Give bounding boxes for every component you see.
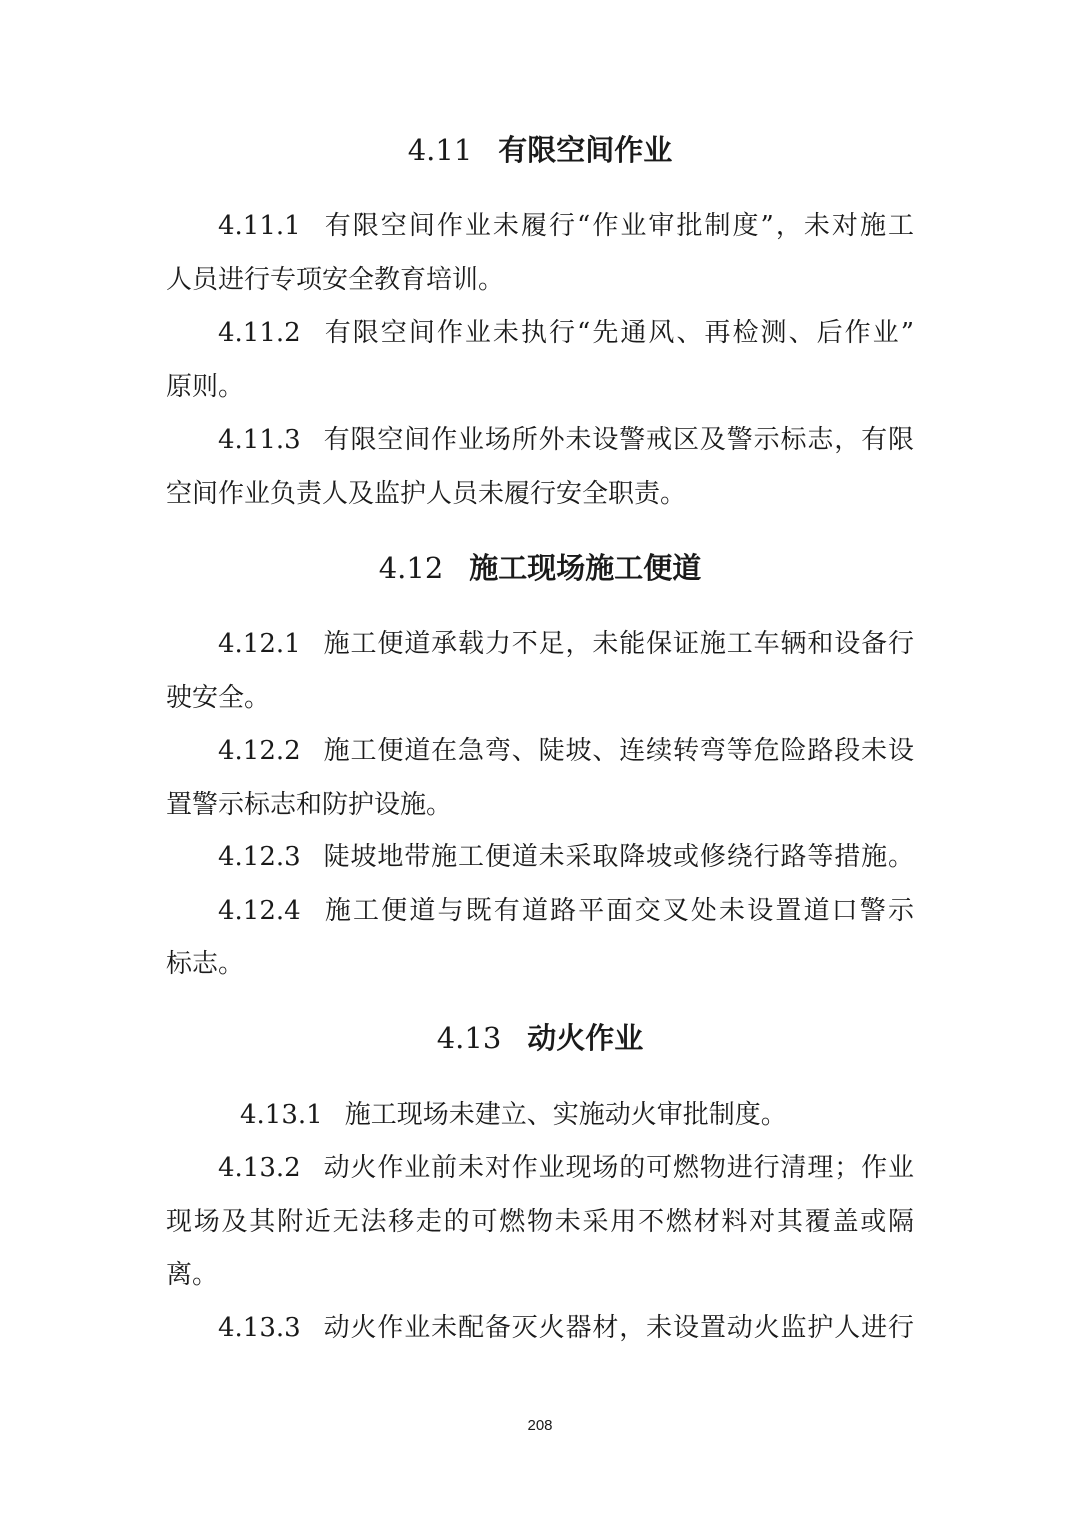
clause-4-13-1 [240,1095,787,1135]
clause-4-12-3 [218,837,914,877]
clause-number: 4.12.2 [218,736,301,766]
clause-number: 4.11.2 [218,318,301,348]
clause-text: 施工现场未建立、实施动火审批制度。 [344,1100,787,1130]
clause-number: 4.11.3 [218,425,301,455]
clause-4-11-2 [218,313,914,353]
section-number: 4.12 [378,551,444,585]
clause-text: 有限空间作业未执行“先通风、再检测、后作业” [322,318,914,348]
clause-4-13-2 [218,1148,914,1188]
section-number: 4.13 [436,1021,502,1055]
clause-text: 动火作业前未对作业现场的可燃物进行清理；作业 [322,1153,914,1183]
clause-4-12-2 [218,731,914,771]
section-title: 动火作业 [527,1021,644,1055]
clause-number: 4.11.1 [218,211,301,241]
clause-text: 有限空间作业场所外未设警戒区及警示标志，有限 [322,425,914,455]
clause-number: 4.13.1 [240,1100,323,1130]
page-number: 208 [527,1417,553,1434]
clause-text: 施工便道与既有道路平面交叉处未设置道口警示 [322,896,914,926]
clause-text: 有限空间作业未履行“作业审批制度”，未对施工 [322,211,914,241]
clause-4-11-3-continuation: 空间作业负责人及监护人员未履行安全职责。 [166,479,687,509]
section-heading-4-13 [0,1018,1080,1058]
section-heading-4-12 [0,548,1080,588]
section-number: 4.11 [407,133,473,167]
clause-number: 4.12.1 [218,629,301,659]
clause-number: 4.13.2 [218,1153,301,1183]
clause-4-12-4-continuation: 标志。 [166,949,245,979]
clause-4-13-2-continuation-2: 离。 [166,1260,219,1290]
clause-4-13-2-continuation: 现场及其附近无法移走的可燃物未采用不燃材料对其覆盖或隔 [166,1207,914,1237]
clause-4-12-2-continuation: 置警示标志和防护设施。 [166,790,453,820]
clause-4-11-3 [218,420,914,460]
clause-number: 4.12.4 [218,896,301,926]
clause-number: 4.12.3 [218,842,301,872]
section-heading-4-11 [0,130,1080,170]
clause-4-11-1 [218,206,914,246]
clause-text: 动火作业未配备灭火器材，未设置动火监护人进行 [322,1313,914,1343]
clause-4-11-1-continuation: 人员进行专项安全教育培训。 [166,265,505,295]
clause-number: 4.13.3 [218,1313,301,1343]
clause-text: 陡坡地带施工便道未采取降坡或修绕行路等措施。 [322,842,914,872]
clause-4-12-4 [218,891,914,931]
clause-text: 施工便道承载力不足，未能保证施工车辆和设备行 [322,629,914,659]
clause-4-12-1 [218,624,914,664]
clause-4-13-3 [218,1308,914,1348]
section-title: 有限空间作业 [498,133,673,167]
section-title: 施工现场施工便道 [469,551,702,585]
clause-4-11-2-continuation: 原则。 [166,372,245,402]
clause-4-12-1-continuation: 驶安全。 [166,683,271,713]
clause-text: 施工便道在急弯、陡坡、连续转弯等危险路段未设 [322,736,914,766]
